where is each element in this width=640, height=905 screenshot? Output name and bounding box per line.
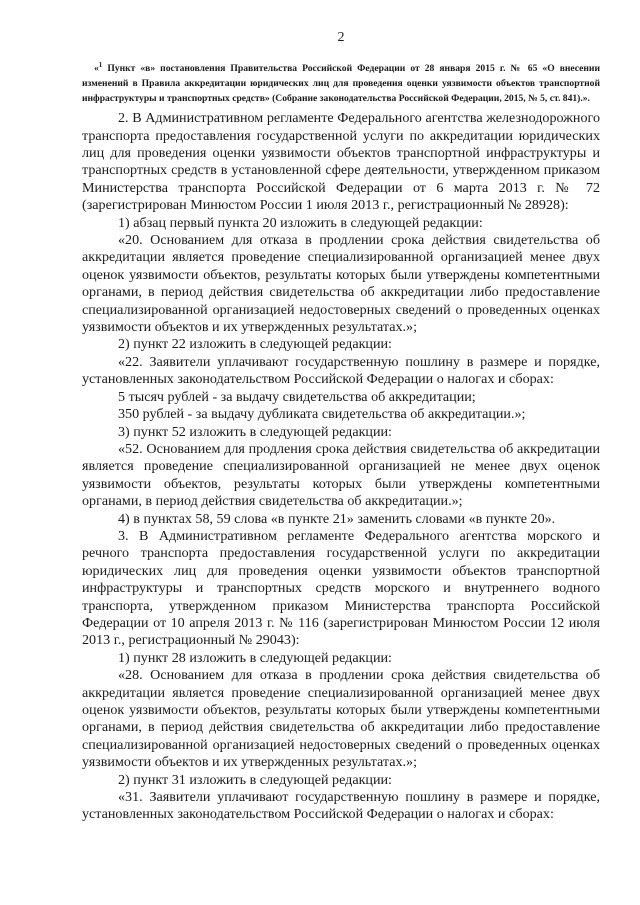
footnote xyxy=(82,58,600,106)
body-paragraph: 4) в пунктах 58, 59 слова «в пункте 21» заменить словами «в пункте 20». xyxy=(118,510,556,527)
body-paragraph: 3) пункт 52 изложить в следующей редакции: xyxy=(118,423,392,440)
page-number: 2 xyxy=(337,30,345,45)
footnote-text: Пункт «в» постановления Правительства Российской Федерации от 28 января 2015 г. № 65 «О внесении изменений в Правила аккредитации юридических лиц для проведения оценки уязвимости объектов транспортной инфраструктуры и транспортных средств» (Собрание законодательства Российской Федерации, 2015, № 5, ст. 841).». xyxy=(82,63,600,105)
footnote-paragraph xyxy=(82,58,600,106)
body-paragraph: 5 тысяч рублей - за выдачу свидетельства об аккредитации; xyxy=(118,388,476,405)
footnote-open-quote: « xyxy=(94,63,99,75)
body-paragraph: «20. Основанием для отказа в продлении срока действия свидетельства об аккредитации является проведение специализированной организацией менее двух оценок уязвимости объектов, результаты которых были утверждены компетентными органами, в период действия свидетельства об аккредитации либо предоставление специализированной организацией недостоверных сведений о проведенных оценках уязвимости объектов и их утвержденных результатах.»; xyxy=(82,232,600,336)
body-paragraph: «28. Основанием для отказа в продлении срока действия свидетельства об аккредитации является проведение специализированной организацией менее двух оценок уязвимости объектов, результаты которых были утверждены компетентными органами, в период действия свидетельства об аккредитации либо предоставление специализированной организацией недостоверных сведений о проведенных оценках уязвимости объектов и их утвержденных результатах.»; xyxy=(82,667,600,771)
footnote-marker: 1 xyxy=(98,61,103,69)
body-paragraph: 2) пункт 31 изложить в следующей редакции: xyxy=(118,771,392,788)
body-paragraph: «31. Заявители уплачивают государственную пошлину в размере и порядке, установленных законодательством Российской Федерации о налогах и сборах: xyxy=(82,789,600,823)
body-paragraph: 350 рублей - за выдачу дубликата свидетельства об аккредитации.»; xyxy=(118,406,526,423)
body-paragraph: 2. В Административном регламенте Федерального агентства железнодорожного транспорта предоставления государственной услуги по аккредитации юридических лиц для проведения оценки уязвимости объектов транспортной инфраструктуры и транспортных средств в установленной сфере деятельности, утвержденном приказом Министерства транспорта Российской Федерации от 6 марта 2013 г. № 72 (зарегистрирован Минюстом России 1 июля 2013 г., регистрационный № 28928): xyxy=(82,110,600,214)
body-paragraph: 1) пункт 28 изложить в следующей редакции: xyxy=(118,649,392,666)
document-body xyxy=(82,110,600,824)
body-paragraph: «52. Основанием для продления срока действия свидетельства об аккредитации является проведение специализированной организацией не менее двух оценок уязвимости объектов, результаты которых были утверждены компетентными органами, в период действия свидетельства об аккредитации.»; xyxy=(82,440,600,510)
document-page xyxy=(82,30,600,824)
body-paragraph: 2) пункт 22 изложить в следующей редакции: xyxy=(118,336,392,353)
body-paragraph: «22. Заявители уплачивают государственную пошлину в размере и порядке, установленных законодательством Российской Федерации о налогах и сборах: xyxy=(82,353,600,388)
body-paragraph: 3. В Административном регламенте Федерального агентства морского и речного транспорта предоставления государственной услуги по аккредитации юридических лиц для проведения оценки уязвимости объектов транспортной инфраструктуры и транспортных средств морского и внутреннего водного транспорта, утвержденном приказом Министерства транспорта Российской Федерации от 10 апреля 2013 г. № 116 (зарегистрирован Минюстом России 12 июля 2013 г., регистрационный № 29043): xyxy=(82,527,600,649)
body-paragraph: 1) абзац первый пункта 20 изложить в следующей редакции: xyxy=(118,214,483,231)
